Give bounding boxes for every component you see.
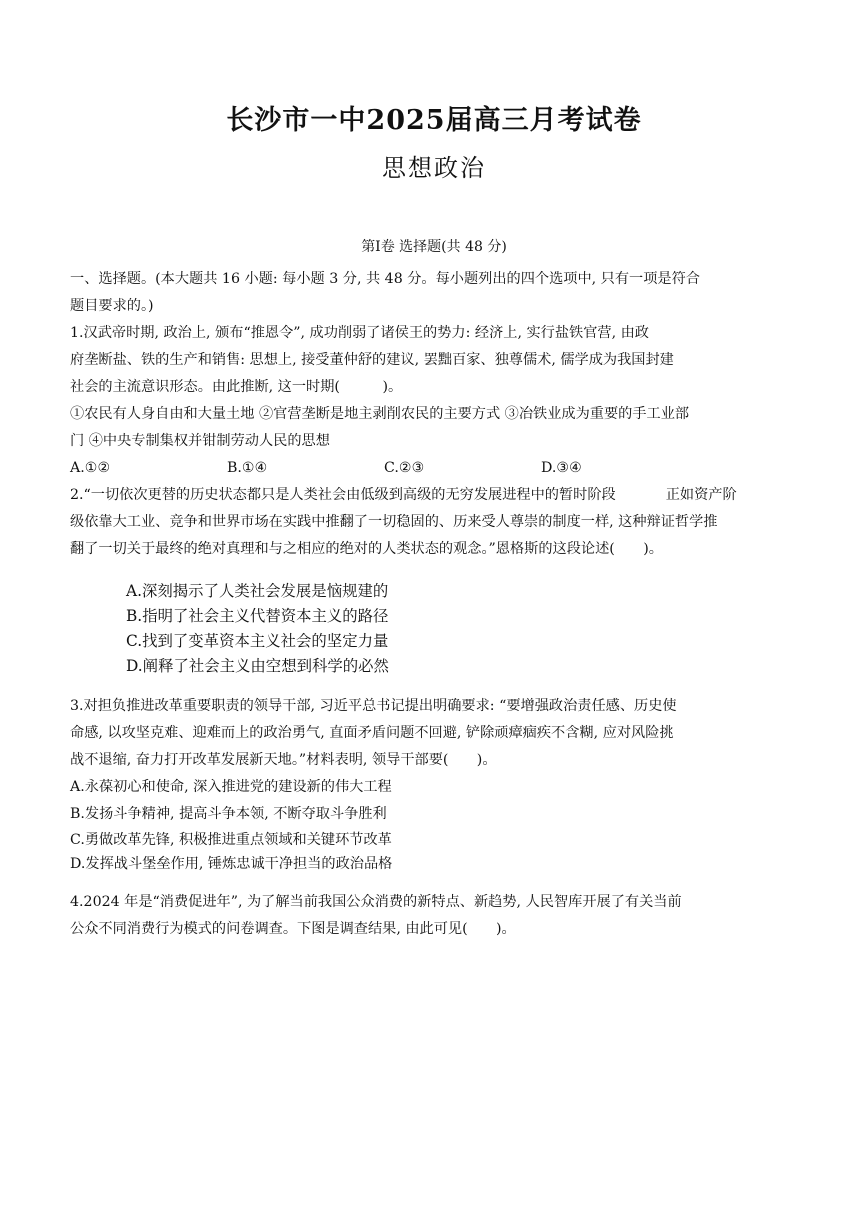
question-2	[70, 482, 798, 679]
exam-body	[70, 266, 798, 943]
option-d: D.③④	[541, 460, 582, 476]
option-c: C.②③	[384, 460, 425, 476]
question-stem-line: 级依靠大工业、竞争和世界市场在实践中推翻了一切稳固的、历来受人尊崇的制度一样, 这种辩证哲学推	[70, 514, 718, 530]
question-stem-line: 3.对担负推进改革重要职责的领导干部, 习近平总书记提出明确要求: “要增强政治责任感、历史使	[70, 698, 677, 714]
question-stem-line: 翻了一切关于最终的绝对真理和与之相应的绝对的人类状态的观念。”恩格斯的这段论述( )。	[70, 541, 663, 557]
option-a: A.永葆初心和使命, 深入推进党的建设新的伟大工程	[70, 779, 392, 795]
option-d: D.发挥战斗堡垒作用, 锤炼忠诚干净担当的政治品格	[70, 855, 393, 872]
question-1	[70, 320, 798, 482]
question-3	[70, 693, 798, 875]
question-stem-line: 1.汉武帝时期, 政治上, 颁布“推恩令”, 成功削弱了诸侯王的势力: 经济上, 实行盐铁官营, 由政	[70, 325, 649, 341]
question-4	[70, 889, 798, 943]
question-statement-line: 门 ④中央专制集权并钳制劳动人民的思想	[70, 433, 330, 449]
option-a: A.深刻揭示了人类社会发展是恼规建的	[126, 582, 389, 600]
question-stem-text: 2.“一切依次更替的历史状态都只是人类社会由低级到高级的无穷发展进程中的暂时阶段	[70, 487, 616, 503]
question-stem-line: 社会的主流意识形态。由此推断, 这一时期( )。	[70, 379, 403, 395]
exam-title: 长沙市一中2025届高三月考试卷	[226, 105, 642, 136]
option-a: A.①②	[70, 460, 111, 476]
question-options	[70, 774, 798, 875]
question-stem-text: 正如资产阶	[665, 487, 737, 503]
question-statement-line: ①农民有人身自由和大量土地 ②官营垄断是地主剥削农民的主要方式 ③冶铁业成为重要的手工业部	[70, 406, 690, 422]
instructions-line: 一、选择题。(本大题共 16 小题: 每小题 3 分, 共 48 分。每小题列出的四个选项中, 只有一项是符合	[70, 271, 700, 287]
question-stem-line: 4.2024 年是“消费促进年”, 为了解当前我国公众消费的新特点、新趋势, 人民智库开展了有关当前	[70, 893, 682, 910]
option-d: D.阐释了社会主义由空想到科学的必然	[126, 657, 389, 675]
option-c: C.勇做改革先锋, 积极推进重点领域和关键环节改革	[70, 832, 392, 848]
question-stem-line: 府垄断盐、铁的生产和销售: 思想上, 接受董仲舒的建议, 罢黜百家、独尊儒术, 儒学成为我国封建	[70, 352, 674, 368]
instructions-line: 题目要求的。)	[70, 298, 154, 314]
question-options	[70, 455, 798, 482]
option-c: C.找到了变革资本主义社会的坚定力量	[126, 632, 389, 650]
subject-title: 思想政治	[382, 154, 486, 182]
question-options	[126, 579, 798, 679]
question-stem-line: 战不退缩, 奋力打开改革发展新天地。”材料表明, 领导干部要( )。	[70, 752, 497, 768]
section-title: 第Ⅰ卷 选择题(共 48 分)	[361, 239, 507, 255]
option-b: B.①④	[227, 460, 268, 476]
question-stem-line: 命感, 以攻坚克难、迎难而上的政治勇气, 直面矛盾问题不回避, 铲除顽瘴痼疾不含糊, 应对风险挑	[70, 725, 674, 741]
option-b: B.发扬斗争精神, 提高斗争本领, 不断夺取斗争胜利	[70, 805, 387, 822]
question-stem-line: 公众不同消费行为模式的问卷调查。下图是调查结果, 由此可见( )。	[70, 920, 516, 937]
option-b: B.指明了社会主义代替资本主义的路径	[126, 607, 389, 625]
question-stem-line	[70, 482, 798, 509]
